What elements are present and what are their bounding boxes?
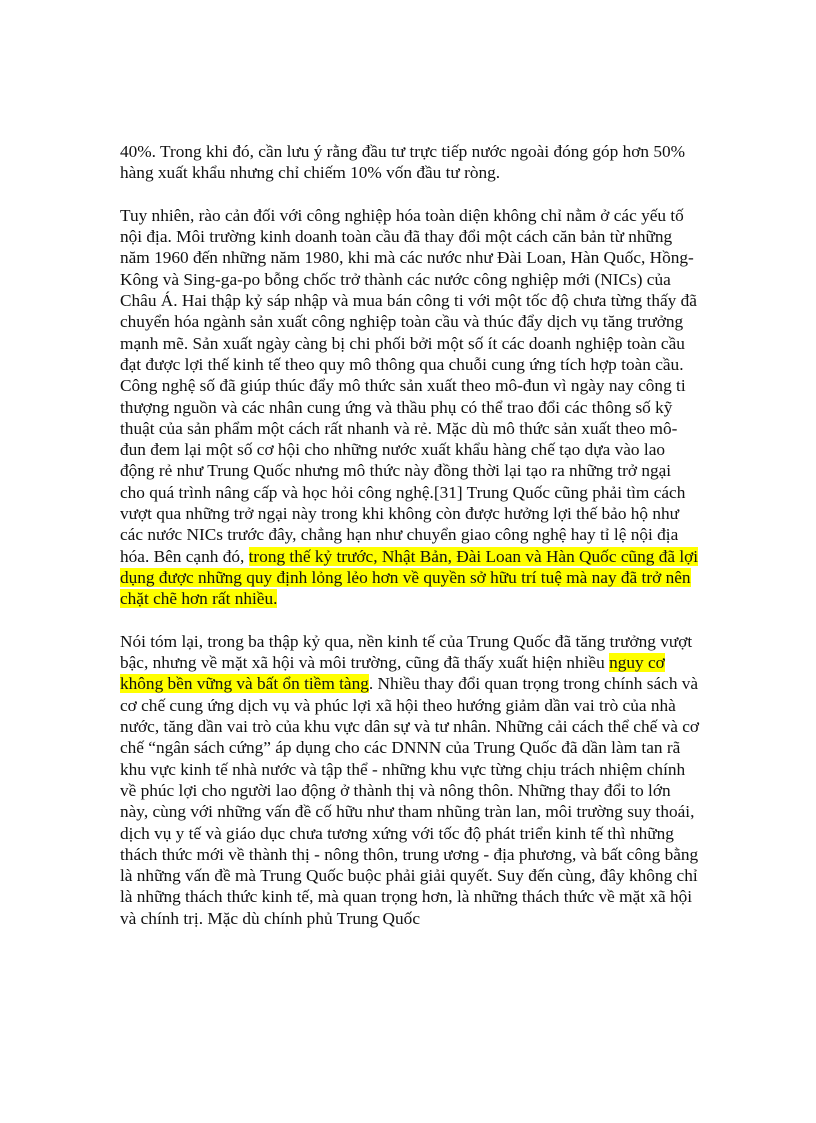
paragraph-1: [120, 141, 700, 184]
paragraph-text: 40%. Trong khi đó, cần lưu ý rằng đầu tư trực tiếp nước ngoài đóng góp hơn 50% hàng xuất khẩu nhưng chỉ chiếm 10% vốn đầu tư ròng.: [120, 142, 685, 183]
highlighted-text: trong thế kỷ trước, Nhật Bản, Đài Loan và Hàn Quốc cũng đã lợi dụng được những quy định lỏng lẻo hơn về quyền sở hữu trí tuệ mà nay đã trở nên chặt chẽ hơn rất nhiều.: [120, 546, 699, 609]
highlighted-text: nguy cơ không bền vững và bất ổn tiềm tàng: [120, 653, 665, 694]
paragraph-3: [120, 631, 700, 929]
paragraph-text: . Nhiều thay đổi quan trọng trong chính sách và cơ chế cung ứng dịch vụ và phúc lợi xã hội theo hướng giảm dần vai trò của nhà nước, tăng dần vai trò của khu vực dân sự và tư nhân. Những cải cách thể chế và cơ chế “ngân sách cứng” áp dụng cho các DNNN của Trung Quốc đã dần làm tan rã khu vực kinh tế nhà nước và tập thể - những khu vực từng chịu trách nhiệm chính về phúc lợi cho người lao động ở thành thị và nông thôn. Những thay đổi to lớn này, cùng với những vấn đề cố hữu như tham nhũng tràn lan, môi trường suy thoái, dịch vụ y tế và giáo dục chưa tương xứng với tốc độ phát triển kinh tế thì những thách thức mới về thành thị - nông thôn, trung ương - địa phương, và bất công bằng là những vấn đề mà Trung Quốc buộc phải giải quyết. Suy đến cùng, đây không chỉ là những thách thức kinh tế, mà quan trọng hơn, là những thách thức về mặt xã hội và chính trị. Mặc dù chính phủ Trung Quốc: [120, 674, 700, 928]
paragraph-2: [120, 205, 700, 610]
paragraph-text: Nói tóm lại, trong ba thập kỷ qua, nền kinh tế của Trung Quốc đã tăng trưởng vượt bậc, nhưng về mặt xã hội và môi trường, cũng đã thấy xuất hiện nhiều: [120, 631, 693, 673]
document-body: [120, 141, 700, 950]
paragraph-text: Tuy nhiên, rào cản đối với công nghiệp hóa toàn diện không chỉ nằm ở các yếu tố nội địa. Môi trường kinh doanh toàn cầu đã thay đổi một cách căn bản từ những năm 1960 đến những năm 1980, khi mà các nước như Đài Loan, Hàn Quốc, Hồng-Kông và Sing-ga-po bỗng chốc trở thành các nước công nghiệp mới (NICs) của Châu Á. Hai thập kỷ sáp nhập và mua bán công ti với một tốc độ chưa từng thấy đã chuyển hóa ngành sản xuất công nghiệp toàn cầu và thúc đẩy dịch vụ tăng trưởng mạnh mẽ. Sản xuất ngày càng bị chi phối bởi một số ít các doanh nghiệp toàn cầu đạt được lợi thế kinh tế theo quy mô thông qua chuỗi cung ứng tích hợp toàn cầu. Công nghệ số đã giúp thúc đẩy mô thức sản xuất theo mô-đun vì ngày nay công ti thượng nguồn và các nhân cung ứng và thầu phụ có thể trao đổi các thông số kỹ thuật của sản phẩm một cách rất nhanh và rẻ. Mặc dù mô thức sản xuất theo mô-đun đem lại một số cơ hội cho những nước xuất khẩu hàng chế tạo dựa vào lao động rẻ như Trung Quốc nhưng mô thức này đồng thời lại tạo ra những trở ngại cho quá trình nâng cấp và học hỏi công nghệ.[31] Trung Quốc cũng phải tìm cách vượt qua những trở ngại này trong khi không còn được hưởng lợi thế bảo hộ như các nước NICs trước đây, chẳng hạn như chuyển giao công nghệ hay tỉ lệ nội địa hóa. Bên cạnh đó,: [120, 205, 697, 566]
